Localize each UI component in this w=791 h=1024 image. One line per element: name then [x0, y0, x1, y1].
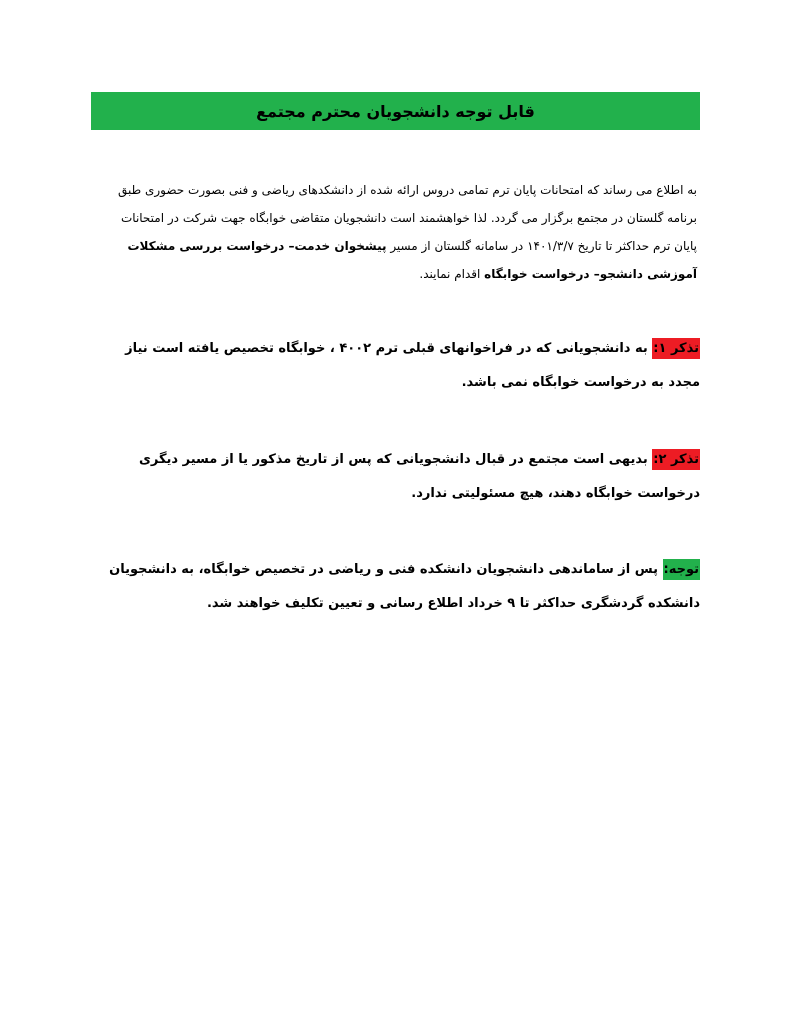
intro-text-part1: به اطلاع می رساند که امتحانات پایان ترم تمامی دروس ارائه شده از دانشکدهای ریاضی و فنی بصورت حضوری طبق برنامه گلستان در مجتمع برگزار می گردد. لذا خواهشمند است دانشجویان متقاضی خوابگاه جهت شرکت در امتحانات پایان ترم حداکثر تا تاریخ ۱۴۰۱/۳/۷ در سامانه گلستان از مسیر: [118, 183, 697, 253]
note-2-label: تذکر ۲:: [652, 449, 700, 470]
title-banner: [91, 92, 700, 130]
attention-text: پس از ساماندهی دانشجویان دانشکده فنی و ریاضی در تخصیص خوابگاه، به دانشجویان دانشکده گردشگری حداکثر تا ۹ خرداد اطلاع رسانی و تعیین تکلیف خواهند شد.: [109, 562, 700, 611]
note-2-text: بدیهی است مجتمع در قبال دانشجویانی که پس از تاریخ مذکور یا از مسیر دیگری درخواست خوابگاه دهند، هیچ مسئولیتی ندارد.: [138, 452, 700, 501]
note-1: [112, 332, 700, 400]
note-2: [112, 443, 700, 511]
attention-label: توجه:: [663, 559, 700, 580]
note-1-label: تذکر ۱:: [652, 338, 700, 359]
page-title: قابل توجه دانشجویان محترم مجتمع: [256, 101, 535, 121]
intro-menu-path: پیشخوان خدمت– درخواست بررسی مشکلات آموزشی دانشجو– درخواست خوابگاه: [127, 239, 697, 281]
note-1-text: به دانشجویانی که در فراخوانهای قبلی ترم ۴۰۰۲ ، خوابگاه تخصیص یافته است نیاز مجدد به درخواست خوابگاه نمی باشد.: [125, 341, 700, 390]
intro-paragraph: [112, 176, 697, 288]
intro-text-part2: اقدام نمایند.: [419, 267, 485, 281]
attention-note: [90, 553, 700, 621]
